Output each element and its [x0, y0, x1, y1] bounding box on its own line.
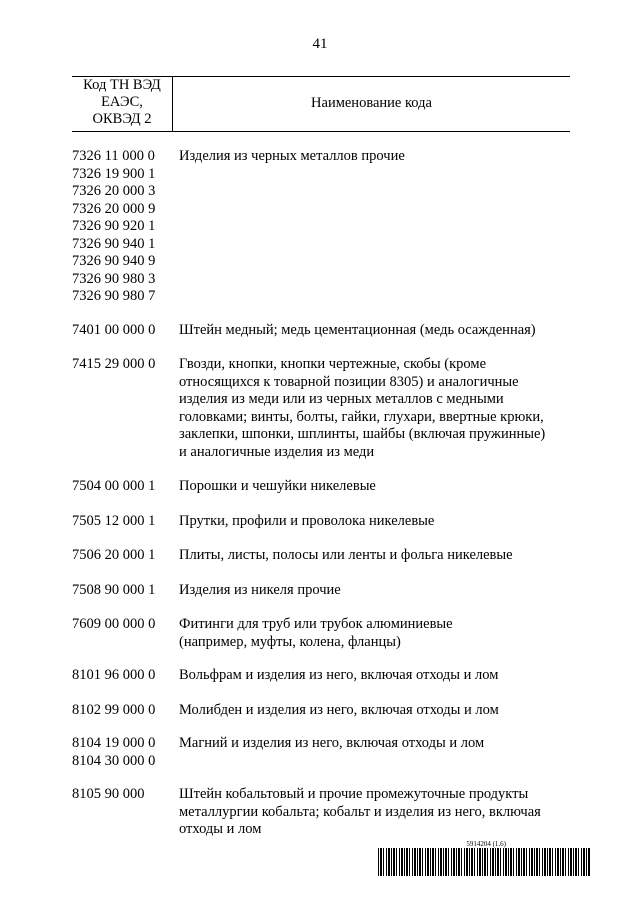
code-value: 8101 96 000 0 [72, 667, 156, 683]
header-code-line: Код ТН ВЭД [83, 77, 161, 93]
table-row [72, 478, 570, 496]
name-cell [179, 547, 570, 565]
code-value: 7506 20 000 1 [72, 547, 156, 563]
name-cell [179, 513, 570, 531]
code-table-body [72, 148, 570, 839]
code-cell [72, 702, 179, 720]
code-cell [72, 513, 179, 531]
name-line: изделия из меди или из черных металлов с медными [179, 391, 504, 407]
code-value: 7508 90 000 1 [72, 581, 156, 598]
code-cell [72, 786, 179, 839]
name-cell [179, 667, 570, 685]
barcode-id: 5914204 (1.6) [466, 840, 506, 848]
name-line: Гвозди, кнопки, кнопки чертежные, скобы (кроме [179, 356, 487, 372]
name-cell [179, 616, 570, 651]
name-line: отходы и лом [179, 821, 262, 837]
name-line: Порошки и чешуйки никелевые [179, 478, 376, 494]
table-row [72, 148, 570, 306]
code-value: 7401 00 000 0 [72, 321, 156, 338]
code-value: 7326 11 000 0 [72, 148, 155, 164]
code-value: 7505 12 000 1 [72, 512, 156, 529]
code-value: 7326 90 920 1 [72, 218, 156, 234]
name-line: заклепки, шпонки, шплинты, шайбы (включая пружинные) [179, 426, 546, 442]
name-cell [179, 148, 570, 306]
name-cell [179, 786, 570, 839]
header-code-line: ОКВЭД 2 [92, 111, 152, 127]
table-row [72, 582, 570, 600]
name-line: Вольфрам и изделия из него, включая отходы и лом [179, 667, 499, 683]
code-value: 7326 90 940 1 [72, 235, 156, 252]
code-value: 7326 19 900 1 [72, 165, 156, 182]
table-row [72, 547, 570, 565]
code-value: 8105 90 000 [72, 786, 145, 802]
header-code-column [72, 77, 173, 131]
code-cell [72, 547, 179, 565]
table-row [72, 735, 570, 770]
code-cell [72, 616, 179, 651]
table-row [72, 322, 570, 340]
header-name-column: Наименование кода [311, 95, 432, 112]
code-value: 8104 19 000 0 [72, 735, 156, 751]
name-line: Плиты, листы, полосы или ленты и фольга никелевые [179, 547, 513, 563]
name-cell [179, 702, 570, 720]
table-row [72, 702, 570, 720]
code-cell [72, 667, 179, 685]
name-cell [179, 322, 570, 340]
table-row [72, 667, 570, 685]
name-line: относящихся к товарной позиции 8305) и аналогичные [179, 373, 519, 390]
name-line: Молибден и изделия из него, включая отходы и лом [179, 701, 499, 718]
header-code-line: ЕАЭС, [101, 94, 143, 110]
table-row [72, 786, 570, 839]
code-value: 7326 20 000 9 [72, 200, 156, 217]
name-line: металлургии кобальта; кобальт и изделия из него, включая [179, 803, 541, 820]
code-cell [72, 478, 179, 496]
barcode-image [378, 848, 590, 876]
name-line: (например, муфты, колена, фланцы) [179, 633, 401, 650]
name-line: Фитинги для труб или трубок алюминиевые [179, 616, 453, 632]
name-line: Магний и изделия из него, включая отходы и лом [179, 735, 485, 751]
code-value: 7326 20 000 3 [72, 183, 156, 199]
code-value: 7326 90 940 9 [72, 253, 156, 269]
code-value: 7609 00 000 0 [72, 616, 156, 632]
code-cell [72, 322, 179, 340]
code-cell [72, 582, 179, 600]
name-cell [179, 582, 570, 600]
name-line: Штейн медный; медь цементационная (медь осажденная) [179, 321, 536, 338]
name-cell [179, 735, 570, 770]
code-value: 7415 29 000 0 [72, 356, 156, 372]
table-header [72, 76, 570, 132]
table-row [72, 356, 570, 461]
code-value: 8104 30 000 0 [72, 752, 156, 769]
name-line: Изделия из черных металлов прочие [179, 148, 405, 164]
code-value: 7504 00 000 1 [72, 478, 156, 494]
code-cell [72, 356, 179, 461]
code-value: 7326 90 980 3 [72, 270, 156, 287]
page-number: 41 [312, 36, 328, 52]
code-cell [72, 148, 179, 306]
name-cell [179, 478, 570, 496]
table-row [72, 616, 570, 651]
barcode-block [378, 840, 590, 876]
name-cell [179, 356, 570, 461]
name-line: и аналогичные изделия из меди [179, 443, 375, 460]
name-line: головками; винты, болты, гайки, глухари, ввертные крюки, [179, 408, 544, 425]
table-row [72, 513, 570, 531]
code-value: 7326 90 980 7 [72, 288, 156, 304]
name-line: Прутки, профили и проволока никелевые [179, 512, 435, 529]
code-cell [72, 735, 179, 770]
name-line: Изделия из никеля прочие [179, 581, 341, 598]
name-line: Штейн кобальтовый и прочие промежуточные продукты [179, 786, 529, 802]
code-value: 8102 99 000 0 [72, 701, 156, 718]
